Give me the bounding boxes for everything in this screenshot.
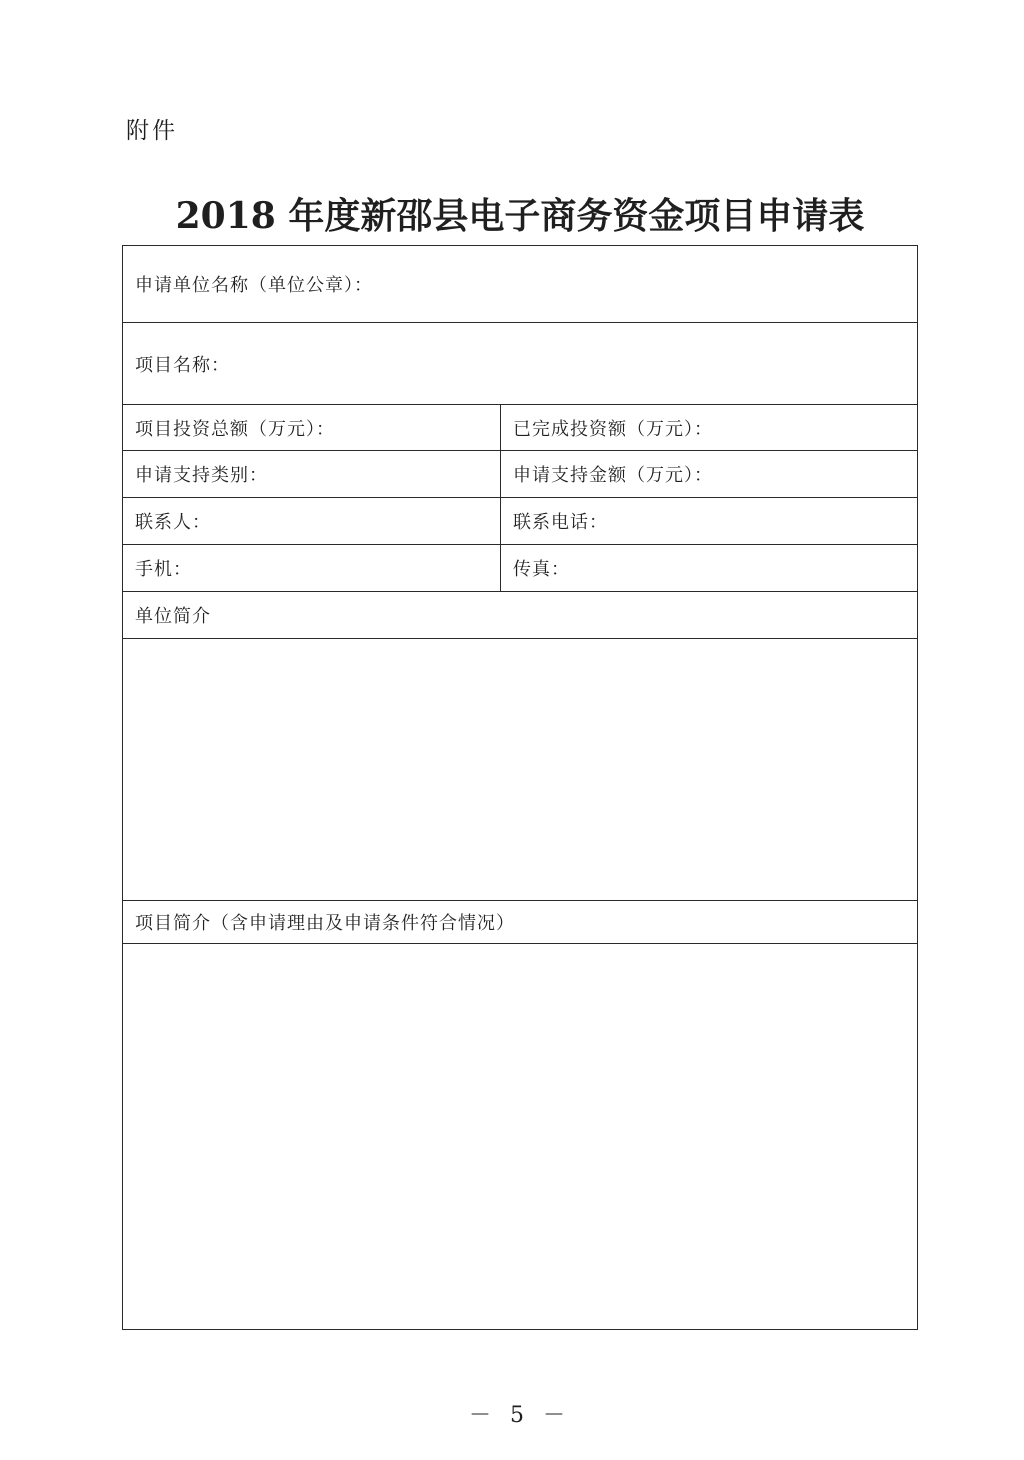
form-title: 2018 年度新邵县电子商务资金项目申请表 [175, 195, 865, 237]
fax-label: 传真： [513, 559, 570, 580]
contact-phone-label: 联系电话： [513, 512, 608, 533]
fax-field[interactable] [501, 545, 917, 591]
support-amount-label: 申请支持金额（万元）： [513, 465, 713, 486]
row-unit-intro-header [123, 592, 917, 639]
application-form-table [122, 245, 918, 1330]
unit-intro-textarea[interactable] [123, 639, 917, 900]
unit-intro-label: 单位简介 [135, 606, 211, 627]
row-mobile-fax [123, 545, 917, 592]
project-name-label: 项目名称： [135, 354, 230, 376]
applicant-unit-field[interactable] [123, 246, 917, 322]
attachment-label: 附件 [126, 118, 178, 144]
row-investment [123, 405, 917, 451]
row-unit-intro-body [123, 639, 917, 901]
row-contact [123, 498, 917, 545]
completed-investment-field[interactable] [501, 405, 917, 450]
total-investment-label: 项目投资总额（万元）： [135, 418, 335, 440]
page-number: － 5 － [469, 1403, 571, 1428]
contact-person-field[interactable] [123, 498, 501, 544]
project-intro-header [123, 901, 917, 943]
contact-person-label: 联系人： [135, 512, 211, 533]
support-category-label: 申请支持类别： [135, 465, 268, 486]
support-amount-field[interactable] [501, 451, 917, 497]
row-project-intro-body [123, 944, 917, 1329]
project-name-field[interactable] [123, 323, 917, 404]
unit-intro-header [123, 592, 917, 638]
contact-phone-field[interactable] [501, 498, 917, 544]
total-investment-field[interactable] [123, 405, 501, 450]
project-intro-label: 项目简介（含申请理由及申请条件符合情况） [135, 913, 515, 934]
applicant-unit-label: 申请单位名称（单位公章）： [135, 275, 373, 296]
row-support [123, 451, 917, 498]
row-applicant-unit [123, 246, 917, 323]
completed-investment-label: 已完成投资额（万元）： [513, 418, 713, 440]
row-project-name [123, 323, 917, 405]
project-intro-textarea[interactable] [123, 944, 917, 1329]
row-project-intro-header [123, 901, 917, 944]
mobile-label: 手机： [135, 559, 192, 580]
mobile-field[interactable] [123, 545, 501, 591]
support-category-field[interactable] [123, 451, 501, 497]
